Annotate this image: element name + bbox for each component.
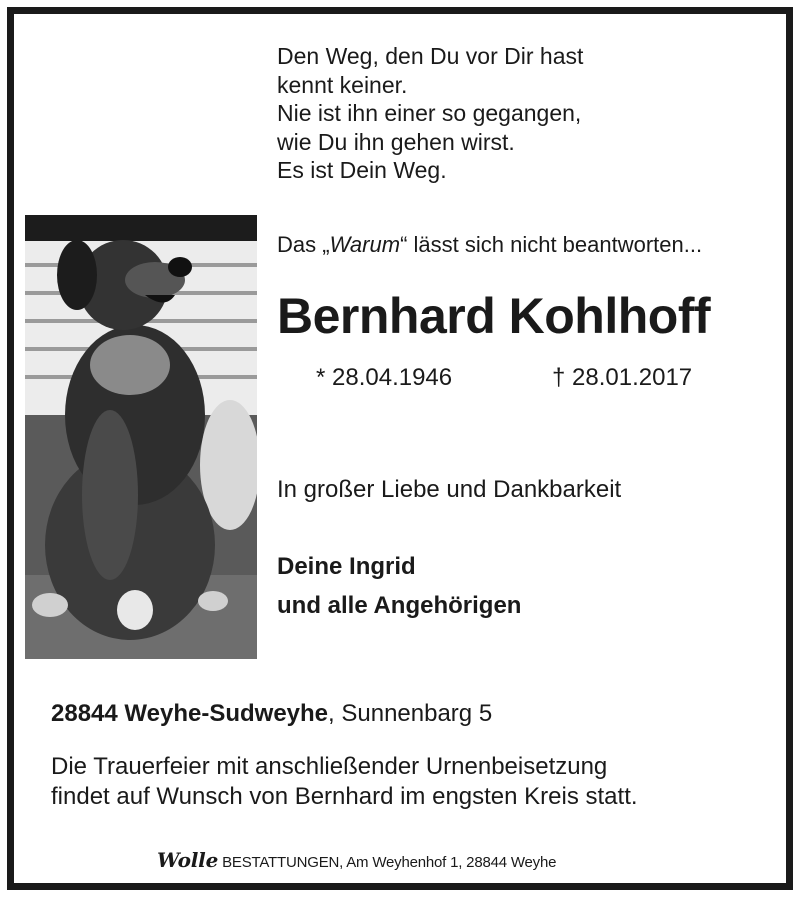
ceremony-notice [51,752,638,812]
obituary-card [7,7,793,890]
poem-line: wie Du ihn gehen wirst. [277,128,515,155]
quote: Das „Warum“ lässt sich nicht beantworten... [277,232,703,257]
dog-photo [25,215,257,659]
poem [277,42,583,185]
funeral-home-logo: Wolle [157,848,219,872]
funeral-home-text: BESTATTUNGEN, Am Weyhenhof 1, 28844 Weyhe [222,854,557,871]
deceased-name: Bernhard Kohlhoff [277,288,711,344]
death-date: † 28.01.2017 [552,364,693,391]
poem-line: Es ist Dein Weg. [277,157,447,183]
address [51,700,492,728]
signer-line: Deine Ingrid [277,553,416,580]
poem-line: kennt keiner. [277,71,408,98]
address-street: , Sunnenbarg 5 [328,700,493,727]
birth-date: * 28.04.1946 [316,364,453,391]
signers [277,547,521,625]
poem-line: Den Weg, den Du vor Dir hast [277,43,584,69]
ceremony-line: Die Trauerfeier mit anschließender Urnenbeisetzung [51,753,608,780]
signer-line: und alle Angehörigen [277,592,522,619]
address-place: 28844 Weyhe-Sudweyhe [51,700,329,727]
funeral-home-footer [157,848,556,872]
love-line: In großer Liebe und Dankbarkeit [277,476,622,503]
ceremony-line: findet auf Wunsch von Bernhard im engsten Kreis statt. [51,783,638,810]
poem-line: Nie ist ihn einer so gegangen, [277,100,582,126]
